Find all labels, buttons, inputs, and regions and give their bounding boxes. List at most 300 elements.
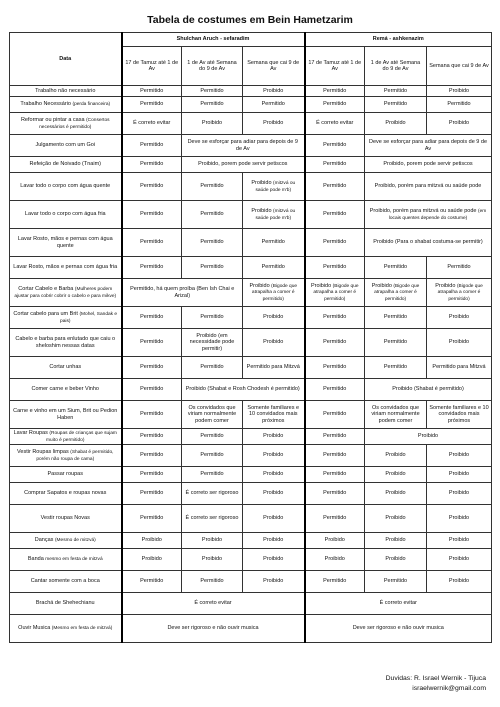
ruling-cell — [243, 329, 305, 357]
row-activity-note: mesmo em festa de mitzvá — [45, 557, 103, 563]
ruling-note: (Bigode que atrapalha a comer é permitido) — [374, 283, 420, 302]
ruling-text: Proibido — [448, 578, 470, 585]
ruling-cell — [122, 615, 305, 643]
ruling-text: Proibido — [201, 556, 223, 563]
ruling-cell — [243, 357, 305, 379]
ruling-text: Proibido — [263, 339, 284, 346]
ruling-text: Proibido — [448, 490, 470, 497]
ruling-text: Permitido — [200, 452, 224, 459]
ruling-text: Proibido — [141, 556, 162, 563]
ruling-cell — [243, 571, 305, 593]
row-activity — [10, 549, 122, 571]
table-row — [10, 229, 492, 257]
ruling-text: Permitido — [140, 490, 164, 497]
ruling-cell — [182, 307, 243, 329]
row-activity — [10, 593, 122, 615]
ruling-cell — [427, 533, 492, 549]
table-row — [10, 445, 492, 467]
ruling-cell — [427, 505, 492, 533]
ruling-text: Permitido — [447, 264, 471, 271]
ruling-text: Proibido — [448, 537, 470, 544]
ruling-cell — [305, 505, 365, 533]
ruling-text: Permitido — [323, 239, 347, 246]
ruling-text: Deve ser rigoroso e não ouvir musica — [167, 625, 259, 632]
ruling-text: Permitido — [140, 364, 164, 371]
ruling-text: Permitido — [323, 87, 347, 94]
ruling-text: Proibido — [448, 314, 470, 321]
table-row — [10, 593, 492, 615]
ruling-cell — [243, 257, 305, 279]
ruling-cell — [243, 467, 305, 483]
ruling-cell — [122, 329, 182, 357]
ruling-cell — [243, 229, 305, 257]
ruling-text: Os convidados que viriam normalmente podem comer — [371, 405, 420, 424]
row-activity-note: (Mulheres podem ajustar para cobrir cobrir o cabelo e para mikve) — [14, 286, 117, 299]
row-activity-label: Danças — [34, 537, 54, 544]
ruling-text: Deve se esforçar para adiar para depois de 9 de Av — [187, 139, 298, 152]
period-header: 17 de Tamuz até 1 de Av — [122, 47, 182, 86]
row-activity — [10, 401, 122, 429]
ruling-cell — [182, 533, 243, 549]
ruling-text: É correto evitar — [133, 120, 171, 127]
table-row — [10, 357, 492, 379]
ruling-cell — [122, 257, 182, 279]
ruling-cell — [427, 467, 492, 483]
ruling-text: Permitido para Mitzvá — [246, 364, 300, 371]
period-header: 1 de Av até Semana do 9 de Av — [365, 47, 427, 86]
ruling-text: Proibido — [385, 537, 406, 544]
ruling-cell — [182, 157, 305, 173]
header-sefaradim: Shulchan Aruch - sefaradim — [122, 33, 305, 47]
ruling-cell — [122, 483, 182, 505]
ruling-text: Proibido — [385, 120, 406, 127]
ruling-cell — [365, 307, 427, 329]
ruling-cell — [182, 429, 243, 445]
ruling-text: Permitido — [383, 87, 408, 94]
ruling-text: Permitido — [200, 433, 224, 440]
ruling-text: Proibido — [263, 452, 284, 459]
period-header: 17 de Tamuz até 1 de Av — [305, 47, 365, 86]
ruling-cell — [427, 483, 492, 505]
ruling-cell — [182, 229, 243, 257]
ruling-cell — [305, 429, 365, 445]
ruling-text: Permitido — [200, 183, 224, 190]
ruling-note: (em locais quentes depende do costume) — [388, 208, 487, 221]
row-activity-label: Refeição de Noivado (Tnaim) — [29, 161, 102, 168]
ruling-cell — [365, 549, 427, 571]
ruling-text: Permitido — [383, 314, 408, 321]
ruling-text: Proibido — [263, 490, 284, 497]
ruling-cell — [182, 505, 243, 533]
row-activity-label: Passar roupas — [47, 471, 83, 478]
ruling-text: Proibido — [435, 282, 456, 289]
ruling-cell — [243, 533, 305, 549]
row-activity-label: Carne e vinho em um Sium, Brit ou Pedion Haben — [13, 408, 118, 421]
row-activity-label: Lavar Roupas — [13, 429, 48, 436]
ruling-cell — [305, 401, 365, 429]
ruling-text: Permitido — [323, 471, 347, 478]
table-row — [10, 201, 492, 229]
ruling-cell — [243, 97, 305, 113]
row-activity — [10, 229, 122, 257]
ruling-text: Deve ser rigoroso e não ouvir musica — [352, 625, 444, 632]
header-group-row — [10, 33, 492, 47]
row-activity-label: Lavar todo o corpo com água quente — [20, 183, 111, 190]
ruling-cell — [122, 379, 182, 401]
ruling-cell — [365, 86, 427, 97]
ruling-cell — [122, 571, 182, 593]
ruling-cell — [305, 173, 365, 201]
ruling-text: Proibido — [385, 452, 406, 459]
ruling-cell — [243, 505, 305, 533]
ruling-cell — [182, 257, 243, 279]
row-activity — [10, 467, 122, 483]
ruling-cell — [182, 86, 243, 97]
row-activity-label: Cortar cabelo para um Brit — [13, 310, 78, 317]
ruling-text: Proibido — [385, 556, 406, 563]
ruling-cell — [365, 279, 427, 307]
table-row — [10, 549, 492, 571]
ruling-note: (Bigode que atrapalha a comer é permitido) — [437, 283, 483, 302]
ruling-text: Permitido — [323, 364, 347, 371]
ruling-cell — [122, 173, 182, 201]
ruling-text: Permitido — [200, 87, 224, 94]
row-activity-note: (Shabat é permitido, porém não roupa de cama) — [36, 449, 114, 462]
row-activity — [10, 571, 122, 593]
row-activity-label: Reformar ou pintar a casa — [20, 116, 85, 123]
row-activity — [10, 357, 122, 379]
ruling-cell — [365, 257, 427, 279]
ruling-cell — [122, 357, 182, 379]
row-activity-label: Vestir Roupas limpas — [17, 448, 69, 455]
ruling-cell — [427, 329, 492, 357]
row-activity — [10, 279, 122, 307]
ruling-cell — [365, 357, 427, 379]
ruling-text: Proibido, porém para mitzvá ou saúde pode — [369, 207, 477, 214]
ruling-cell — [243, 279, 305, 307]
ruling-cell — [182, 357, 243, 379]
ruling-cell — [182, 329, 243, 357]
footer-contact: Duvidas: R. Israel Wernik - Tijuca — [385, 675, 486, 682]
ruling-note: (Bigode que atrapalha a comer é permitido) — [251, 283, 298, 302]
ruling-text: Proibido — [263, 471, 284, 478]
period-header: Semana que cai 9 de Av — [427, 47, 492, 86]
ruling-text: Permitido — [261, 239, 285, 246]
ruling-cell — [182, 571, 243, 593]
ruling-text: Proibido, porem pode servir petiscos — [198, 161, 288, 168]
ruling-cell — [365, 571, 427, 593]
costumes-table — [9, 32, 492, 643]
ruling-cell — [305, 549, 365, 571]
header-ashkenazim: Remá - ashkenazim — [305, 33, 492, 47]
ruling-text: Somente familiares e 10 convidados mais próximos — [247, 405, 300, 424]
ruling-cell — [305, 97, 365, 113]
ruling-text: É correto evitar — [194, 600, 232, 607]
row-activity-label: Comprar Sapatos e roupas novas — [24, 490, 107, 497]
ruling-cell — [122, 113, 182, 135]
row-activity — [10, 86, 122, 97]
row-activity — [10, 257, 122, 279]
ruling-note: (Bigode que atrapalha a comer é permitido) — [313, 283, 359, 302]
ruling-cell — [365, 379, 492, 401]
ruling-cell — [122, 307, 182, 329]
ruling-cell — [182, 549, 243, 571]
ruling-cell — [427, 279, 492, 307]
ruling-cell — [365, 505, 427, 533]
ruling-text: Proibido — [324, 556, 345, 563]
row-activity — [10, 113, 122, 135]
ruling-cell — [427, 97, 492, 113]
ruling-cell — [182, 467, 243, 483]
row-activity-label: Brachá de Shehechianu — [35, 600, 95, 607]
ruling-cell — [305, 113, 365, 135]
ruling-text: Permitido — [383, 364, 408, 371]
ruling-cell — [427, 257, 492, 279]
ruling-text: Permitido — [140, 386, 164, 393]
ruling-text: Permitido, há quem proíba (Ben Ish Chai e Arizal) — [130, 286, 235, 299]
ruling-cell — [305, 467, 365, 483]
ruling-text: Proibido (Para o shabat costuma-se permitir) — [373, 239, 483, 246]
row-activity — [10, 307, 122, 329]
row-activity-label: Trabalho Necessário — [20, 101, 71, 108]
ruling-cell — [182, 483, 243, 505]
ruling-text: Permitido — [140, 101, 164, 108]
ruling-cell — [243, 549, 305, 571]
table-row — [10, 329, 492, 357]
ruling-text: Proibido — [263, 578, 284, 585]
ruling-text: Permitido — [323, 211, 347, 218]
ruling-text: Permitido — [383, 264, 408, 271]
ruling-cell — [365, 429, 492, 445]
ruling-cell — [122, 445, 182, 467]
ruling-note: (mitzvá ou saúde pode m'b) — [255, 208, 296, 221]
ruling-cell — [182, 97, 243, 113]
ruling-cell — [305, 615, 492, 643]
ruling-text: Os convidados que viriam normalmente podem comer — [187, 405, 237, 424]
ruling-cell — [305, 571, 365, 593]
table-row — [10, 86, 492, 97]
ruling-text: É correto evitar — [316, 120, 354, 127]
ruling-text: Proibido — [263, 314, 284, 321]
ruling-cell — [365, 173, 492, 201]
ruling-text: Proibido — [201, 120, 223, 127]
row-activity — [10, 505, 122, 533]
ruling-text: Permitido — [323, 490, 347, 497]
ruling-text: Permitido — [323, 578, 347, 585]
ruling-text: É correto evitar — [379, 600, 417, 607]
row-activity — [10, 379, 122, 401]
table-row — [10, 113, 492, 135]
ruling-cell — [122, 593, 305, 615]
row-activity-label: Comer carne e beber Vinho — [31, 386, 99, 393]
ruling-text: Permitido — [323, 264, 347, 271]
ruling-text: Proibido — [385, 471, 406, 478]
ruling-cell — [427, 571, 492, 593]
ruling-text: Permitido — [383, 101, 408, 108]
row-activity — [10, 201, 122, 229]
ruling-cell — [243, 201, 305, 229]
page-title: Tabela de costumes em Bein Hametzarim — [147, 14, 353, 26]
ruling-text: Permitido — [140, 471, 164, 478]
ruling-text: Deve se esforçar para adiar para depois de 9 de Av — [369, 139, 488, 152]
table-row — [10, 467, 492, 483]
ruling-cell — [365, 113, 427, 135]
table-row — [10, 97, 492, 113]
ruling-cell — [182, 135, 305, 157]
ruling-cell — [243, 113, 305, 135]
table-row — [10, 257, 492, 279]
ruling-text: Proibido (Shabat é permitido) — [392, 386, 464, 393]
ruling-text: Permitido — [140, 211, 164, 218]
ruling-text: Proibido — [385, 490, 406, 497]
ruling-text: Permitido — [140, 433, 164, 440]
ruling-text: Permitido — [323, 183, 347, 190]
ruling-cell — [427, 307, 492, 329]
ruling-text: Proibido — [263, 556, 284, 563]
row-activity-label: Julgamento com um Goi — [35, 142, 96, 149]
ruling-text: Proibido — [448, 87, 470, 94]
ruling-text: Permitido — [323, 142, 347, 149]
ruling-cell — [122, 97, 182, 113]
ruling-cell — [427, 549, 492, 571]
ruling-text: Permitido — [200, 471, 224, 478]
ruling-text: Proibido — [448, 515, 470, 522]
ruling-cell — [182, 201, 243, 229]
table-row — [10, 571, 492, 593]
ruling-cell — [122, 229, 182, 257]
ruling-cell — [305, 201, 365, 229]
ruling-text: Proibido, porém para mitzvá ou saúde pode — [374, 183, 482, 190]
ruling-text: Proibido — [310, 282, 332, 289]
ruling-cell — [122, 533, 182, 549]
ruling-cell — [305, 86, 365, 97]
ruling-text: Permitido — [140, 411, 164, 418]
ruling-text: Permitido — [140, 142, 164, 149]
ruling-cell — [182, 445, 243, 467]
ruling-text: Permitido — [323, 515, 347, 522]
ruling-cell — [365, 483, 427, 505]
ruling-cell — [365, 157, 492, 173]
ruling-text: Permitido — [140, 452, 164, 459]
ruling-cell — [365, 229, 492, 257]
ruling-text: Proibido — [263, 537, 284, 544]
ruling-cell — [122, 467, 182, 483]
row-activity-label: Vestir roupas Novas — [40, 515, 90, 522]
ruling-cell — [365, 329, 427, 357]
ruling-text: Somente familiares e 10 convidados mais próximos — [429, 405, 489, 424]
ruling-text: Proibido, porem pode servir petiscos — [383, 161, 473, 168]
row-activity-label: Cortar Cabelo e Barba — [18, 285, 74, 292]
ruling-cell — [305, 229, 365, 257]
table-body — [10, 86, 492, 643]
ruling-cell — [365, 533, 427, 549]
row-activity — [10, 157, 122, 173]
row-activity-label: Lavar todo o corpo com água fria — [24, 211, 106, 218]
ruling-text: Proibido — [417, 433, 439, 440]
ruling-text: Proibido — [385, 515, 406, 522]
ruling-cell — [365, 467, 427, 483]
ruling-text: Permitido — [200, 101, 224, 108]
table-row — [10, 135, 492, 157]
ruling-cell — [305, 307, 365, 329]
ruling-cell — [365, 135, 492, 157]
ruling-text: Permitido — [383, 339, 408, 346]
row-activity — [10, 429, 122, 445]
row-activity — [10, 483, 122, 505]
ruling-cell — [305, 157, 365, 173]
ruling-cell — [182, 113, 243, 135]
ruling-cell — [427, 113, 492, 135]
ruling-text: Proibido — [448, 339, 470, 346]
ruling-cell — [243, 401, 305, 429]
table-row — [10, 173, 492, 201]
ruling-cell — [365, 97, 427, 113]
ruling-cell — [122, 86, 182, 97]
ruling-cell — [305, 379, 365, 401]
ruling-text: Proibido — [448, 556, 470, 563]
ruling-cell — [305, 329, 365, 357]
ruling-cell — [182, 173, 243, 201]
row-activity — [10, 533, 122, 549]
row-activity-label: Ouvir Musica — [18, 625, 51, 632]
ruling-text: Proibido — [263, 87, 284, 94]
ruling-text: Proibido — [263, 120, 284, 127]
ruling-text: Permitido — [261, 264, 285, 271]
ruling-cell — [305, 445, 365, 467]
ruling-text: Permitido — [200, 211, 224, 218]
ruling-text: É correto ser rigoroso — [185, 490, 239, 497]
ruling-text: Permitido — [323, 411, 347, 418]
ruling-cell — [122, 401, 182, 429]
ruling-text: Proibido — [251, 207, 272, 214]
ruling-text: Proibido — [141, 537, 162, 544]
ruling-text: Permitido — [323, 161, 347, 168]
ruling-cell — [122, 429, 182, 445]
ruling-cell — [427, 86, 492, 97]
ruling-text: Permitido — [447, 101, 471, 108]
ruling-text: Proibido (em necessidade pode permitir) — [189, 333, 235, 352]
ruling-text: Permitido — [323, 433, 347, 440]
period-header: Semana que cai 9 de Av — [243, 47, 305, 86]
ruling-text: Proibido (Shabat e Rosh Chodesh é permitido) — [185, 386, 300, 393]
ruling-cell — [243, 173, 305, 201]
table-row — [10, 279, 492, 307]
ruling-cell — [122, 157, 182, 173]
ruling-text: Permitido — [140, 515, 164, 522]
ruling-cell — [243, 445, 305, 467]
ruling-text: Permitido — [140, 339, 164, 346]
ruling-cell — [182, 401, 243, 429]
ruling-cell — [122, 279, 243, 307]
table-row — [10, 505, 492, 533]
footer-email: israelwernik@gmail.com — [412, 685, 486, 692]
ruling-text: Permitido — [140, 87, 164, 94]
ruling-text: Permitido — [140, 314, 164, 321]
ruling-text: Permitido — [200, 264, 224, 271]
ruling-cell — [365, 201, 492, 229]
row-activity-note: (Mohel, Sandak e pais) — [60, 311, 118, 324]
ruling-text: Proibido — [263, 433, 284, 440]
ruling-text: É correto ser rigoroso — [185, 515, 239, 522]
ruling-text: Permitido — [261, 101, 285, 108]
row-activity-label: Lavar Rosto, mãos e pernas com água fria — [13, 264, 118, 271]
ruling-text: Permitido — [140, 161, 164, 168]
row-activity-label: Banda — [27, 556, 44, 563]
ruling-cell — [427, 445, 492, 467]
ruling-cell — [305, 593, 492, 615]
row-activity-label: Cortar unhas — [49, 364, 82, 371]
ruling-text: Proibido — [263, 515, 284, 522]
